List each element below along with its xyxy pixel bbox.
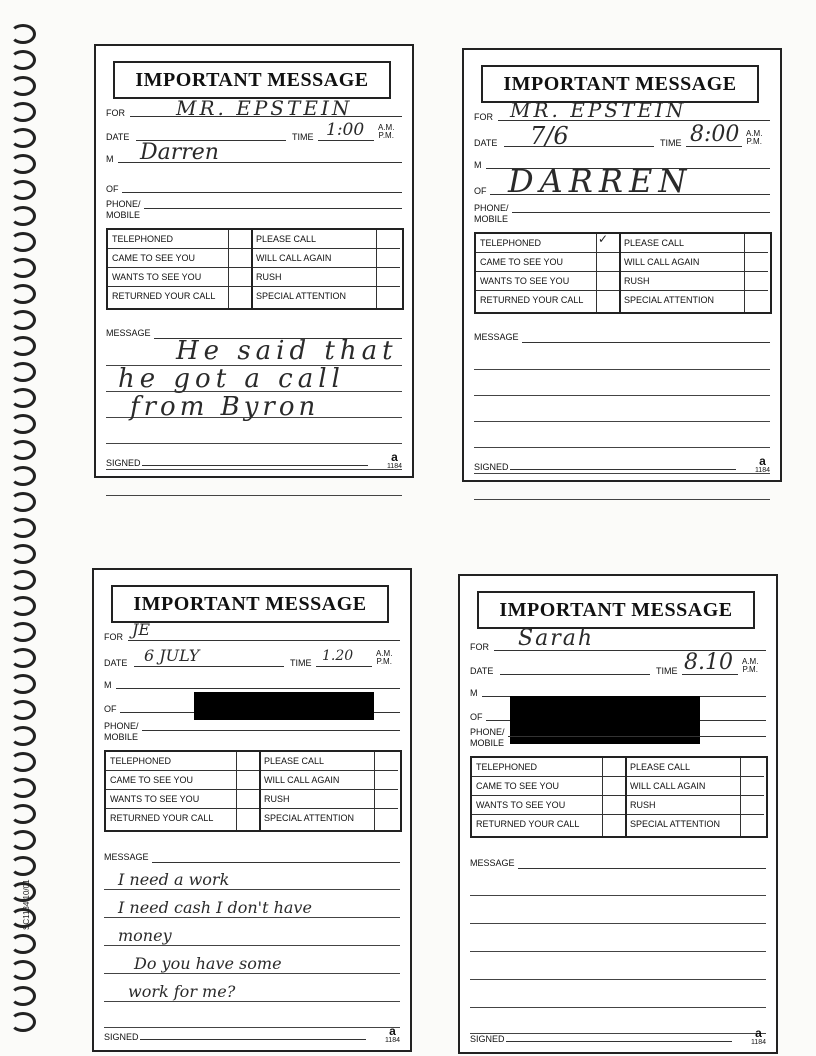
am-label: A.M. <box>746 129 763 138</box>
will-call-again-label: WILL CALL AGAIN <box>260 771 374 790</box>
of-label: OF <box>106 184 119 194</box>
slip-header: IMPORTANT MESSAGE <box>481 65 759 103</box>
special-attention-label: SPECIAL ATTENTION <box>624 295 715 305</box>
checkbox[interactable] <box>744 253 768 272</box>
message-slip-1 <box>94 44 414 478</box>
for-label: FOR <box>104 632 123 642</box>
checkbox[interactable] <box>740 758 764 777</box>
pm-label: P.M. <box>378 131 394 140</box>
for-value: MR. EPSTEIN <box>510 98 687 122</box>
rush-label: RUSH <box>252 268 376 287</box>
for-value: MR. EPSTEIN <box>176 96 353 120</box>
date-value: 7/6 <box>530 122 569 150</box>
came-to-see-label: CAME TO SEE YOU <box>106 771 236 790</box>
of-label: OF <box>474 186 487 196</box>
checkbox-grid <box>106 228 404 310</box>
message-line-2: I need cash I don't have <box>118 898 312 917</box>
returned-call-label: RETURNED YOUR CALL <box>480 295 584 305</box>
checkbox-grid <box>474 232 772 314</box>
checkbox[interactable] <box>602 777 626 796</box>
checkbox[interactable] <box>744 272 768 291</box>
message-line-5: work for me? <box>128 982 236 1001</box>
message-line-1: I need a work <box>118 870 230 889</box>
checkbox[interactable] <box>740 777 764 796</box>
checkbox[interactable] <box>236 790 260 809</box>
form-logo: a 1184 <box>750 1026 766 1046</box>
for-label: FOR <box>470 642 489 652</box>
am-label: A.M. <box>376 649 393 658</box>
returned-call-label: RETURNED YOUR CALL <box>476 819 580 829</box>
date-label: DATE <box>104 658 128 668</box>
please-call-label: PLEASE CALL <box>252 230 376 249</box>
pm-label: P.M. <box>376 657 392 666</box>
will-call-again-label: WILL CALL AGAIN <box>252 249 376 268</box>
m-value: Darren <box>140 140 219 165</box>
came-to-see-label: CAME TO SEE YOU <box>476 253 596 272</box>
for-value: JE <box>132 620 151 639</box>
message-line-1: He said that <box>176 336 398 366</box>
for-label: FOR <box>106 108 125 118</box>
for-label: FOR <box>474 112 493 122</box>
message-slip-3 <box>92 568 412 1052</box>
checkbox[interactable] <box>740 796 764 815</box>
wants-to-see-label: WANTS TO SEE YOU <box>476 272 596 291</box>
checkbox[interactable] <box>374 752 398 771</box>
message-label: MESSAGE <box>104 852 149 862</box>
time-value: 8:00 <box>690 122 740 147</box>
will-call-again-label: WILL CALL AGAIN <box>620 253 744 272</box>
pm-label: P.M. <box>746 137 762 146</box>
rush-label: RUSH <box>620 272 744 291</box>
please-call-label: PLEASE CALL <box>620 234 744 253</box>
message-line-3: money <box>118 926 172 945</box>
message-line-2: he got a call <box>118 364 345 394</box>
time-label: TIME <box>290 658 312 668</box>
time-value: 1.20 <box>322 648 354 664</box>
m-label: M <box>470 688 478 698</box>
signed-label: SIGNED <box>106 458 141 468</box>
form-logo: a 1184 <box>384 1024 400 1044</box>
signed-label: SIGNED <box>474 462 509 472</box>
form-logo: a 1184 <box>386 450 402 470</box>
phone-label: PHONE/ <box>474 203 509 213</box>
checkbox[interactable] <box>228 249 252 268</box>
form-logo: a 1184 <box>754 454 770 474</box>
checkbox[interactable] <box>374 790 398 809</box>
slip-header: IMPORTANT MESSAGE <box>477 591 755 629</box>
of-label: OF <box>104 704 117 714</box>
special-attention-label: SPECIAL ATTENTION <box>264 813 355 823</box>
for-value: Sarah <box>518 626 594 651</box>
date-label: DATE <box>474 138 498 148</box>
checkbox[interactable] <box>376 268 400 287</box>
mobile-label: MOBILE <box>474 214 509 224</box>
returned-call-label: RETURNED YOUR CALL <box>112 291 216 301</box>
checkbox-grid <box>104 750 402 832</box>
signed-label: SIGNED <box>104 1032 139 1042</box>
date-label: DATE <box>106 132 130 142</box>
rush-label: RUSH <box>260 790 374 809</box>
checkbox[interactable] <box>602 796 626 815</box>
pm-label: P.M. <box>742 665 758 674</box>
checkmark-icon: ✓ <box>598 232 609 246</box>
returned-call-label: RETURNED YOUR CALL <box>110 813 214 823</box>
wants-to-see-label: WANTS TO SEE YOU <box>472 796 602 815</box>
of-value: DARREN <box>508 162 693 200</box>
checkbox[interactable] <box>228 230 252 249</box>
mobile-label: MOBILE <box>104 732 139 742</box>
mobile-label: MOBILE <box>106 210 141 220</box>
rush-label: RUSH <box>626 796 740 815</box>
date-value: 6 JULY <box>144 646 200 665</box>
slip-header: IMPORTANT MESSAGE <box>113 61 391 99</box>
will-call-again-label: WILL CALL AGAIN <box>626 777 740 796</box>
message-label: MESSAGE <box>470 858 515 868</box>
checkbox[interactable] <box>236 752 260 771</box>
slip-header: IMPORTANT MESSAGE <box>111 585 389 623</box>
time-value: 1:00 <box>326 120 365 140</box>
special-attention-label: SPECIAL ATTENTION <box>256 291 347 301</box>
checkbox[interactable] <box>228 268 252 287</box>
checkbox[interactable] <box>376 249 400 268</box>
checkbox[interactable] <box>236 771 260 790</box>
please-call-label: PLEASE CALL <box>626 758 740 777</box>
checkbox-grid <box>470 756 768 838</box>
telephoned-label: TELEPHONED <box>106 752 236 771</box>
wants-to-see-label: WANTS TO SEE YOU <box>106 790 236 809</box>
am-label: A.M. <box>742 657 759 666</box>
checkbox[interactable] <box>596 253 620 272</box>
signed-label: SIGNED <box>470 1034 505 1044</box>
checkbox[interactable] <box>596 272 620 291</box>
came-to-see-label: CAME TO SEE YOU <box>472 777 602 796</box>
of-label: OF <box>470 712 483 722</box>
message-slip-4 <box>458 574 778 1054</box>
telephoned-label: TELEPHONED <box>472 758 602 777</box>
checkbox[interactable] <box>376 230 400 249</box>
time-label: TIME <box>660 138 682 148</box>
m-label: M <box>106 154 114 164</box>
m-label: M <box>104 680 112 690</box>
mobile-label: MOBILE <box>470 738 505 748</box>
am-label: A.M. <box>378 123 395 132</box>
phone-label: PHONE/ <box>470 727 505 737</box>
message-line-4: Do you have some <box>134 954 282 973</box>
time-label: TIME <box>656 666 678 676</box>
date-label: DATE <box>470 666 494 676</box>
telephoned-checkbox[interactable] <box>596 234 620 253</box>
phone-label: PHONE/ <box>104 721 139 731</box>
telephoned-label: TELEPHONED <box>476 234 596 253</box>
message-slip-2 <box>462 48 782 482</box>
checkbox[interactable] <box>374 771 398 790</box>
came-to-see-label: CAME TO SEE YOU <box>108 249 228 268</box>
message-line-3: from Byron <box>130 392 320 422</box>
time-value: 8.10 <box>684 650 733 675</box>
telephoned-label: TELEPHONED <box>108 230 228 249</box>
side-code: SC1184 10/01 <box>22 879 31 930</box>
checkbox[interactable] <box>744 234 768 253</box>
time-label: TIME <box>292 132 314 142</box>
m-label: M <box>474 160 482 170</box>
phone-label: PHONE/ <box>106 199 141 209</box>
message-label: MESSAGE <box>474 332 519 342</box>
message-label: MESSAGE <box>106 328 151 338</box>
special-attention-label: SPECIAL ATTENTION <box>630 819 721 829</box>
checkbox[interactable] <box>602 758 626 777</box>
wants-to-see-label: WANTS TO SEE YOU <box>108 268 228 287</box>
please-call-label: PLEASE CALL <box>260 752 374 771</box>
